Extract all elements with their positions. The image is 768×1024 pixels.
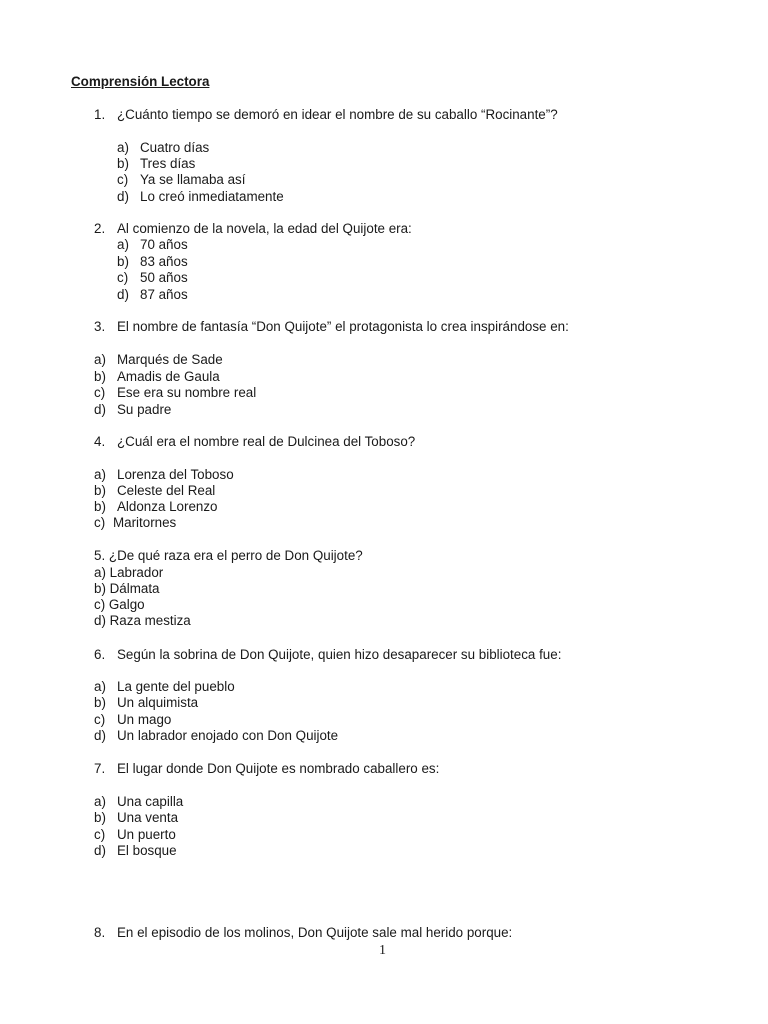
option-text: Lo creó inmediatamente (140, 189, 284, 204)
question-text: Según la sobrina de Don Quijote, quien hizo desaparecer su biblioteca fue: (117, 647, 562, 662)
option-letter: d) (94, 843, 106, 858)
option-letter: a) (117, 237, 129, 252)
option-text: Su padre (117, 402, 172, 417)
option-text: Aldonza Lorenzo (117, 499, 218, 514)
option-text: Un puerto (117, 827, 176, 842)
option-text: La gente del pueblo (117, 679, 235, 694)
option-letter: a) (94, 679, 106, 694)
option-letter: d) (117, 287, 129, 302)
option-text: 83 años (140, 254, 188, 269)
option-text: d) Raza mestiza (94, 613, 191, 628)
question-text: ¿Cuál era el nombre real de Dulcinea del Toboso? (117, 434, 416, 449)
option-letter: c) (94, 385, 106, 400)
option-letter: a) (94, 467, 106, 482)
option-letter: b) (94, 499, 106, 514)
option-letter: c) (94, 712, 106, 727)
option-text: Una capilla (117, 794, 184, 809)
option-letter: b) (94, 483, 106, 498)
page-number: 1 (379, 943, 386, 958)
page-title: Comprensión Lectora (71, 74, 210, 89)
question-text: Al comienzo de la novela, la edad del Quijote era: (117, 221, 412, 236)
question-number: 1. (94, 107, 106, 122)
option-letter: a) (94, 352, 106, 367)
question-text: ¿Cuánto tiempo se demoró en idear el nombre de su caballo “Rocinante”? (117, 107, 558, 122)
option-letter: c) (117, 172, 129, 187)
question-number: 4. (94, 434, 106, 449)
option-text: Una venta (117, 810, 179, 825)
option-letter: b) (117, 156, 129, 171)
option-letter: c) (94, 515, 106, 530)
option-letter: a) (94, 794, 106, 809)
option-text: c) Galgo (94, 597, 145, 612)
option-text: Ese era su nombre real (117, 385, 257, 400)
option-letter: b) (94, 810, 106, 825)
option-letter: c) (94, 827, 106, 842)
option-text: Amadis de Gaula (117, 369, 220, 384)
option-text: Un alquimista (117, 695, 199, 710)
question-number: 2. (94, 221, 106, 236)
option-text: Cuatro días (140, 140, 210, 155)
option-letter: b) (117, 254, 129, 269)
option-text: 87 años (140, 287, 188, 302)
question-number: 7. (94, 761, 106, 776)
option-letter: a) (117, 140, 129, 155)
option-text: Un mago (117, 712, 172, 727)
option-letter: d) (94, 728, 106, 743)
option-text: Maritornes (113, 515, 177, 530)
question-number: 6. (94, 647, 106, 662)
option-letter: b) (94, 695, 106, 710)
option-text: Lorenza del Toboso (117, 467, 234, 482)
question-text: El lugar donde Don Quijote es nombrado caballero es: (117, 761, 440, 776)
question-number: 3. (94, 319, 106, 334)
option-text: a) Labrador (94, 565, 164, 580)
option-text: b) Dálmata (94, 581, 160, 596)
question-number: 8. (94, 925, 106, 940)
option-text: Tres días (140, 156, 196, 171)
option-text: Ya se llamaba así (140, 172, 246, 187)
option-text: Marqués de Sade (117, 352, 223, 367)
option-letter: d) (94, 402, 106, 417)
option-text: El bosque (117, 843, 177, 858)
question-text: En el episodio de los molinos, Don Quijote sale mal herido porque: (117, 925, 513, 940)
option-letter: c) (117, 270, 129, 285)
option-letter: d) (117, 189, 129, 204)
option-letter: b) (94, 369, 106, 384)
question-text: El nombre de fantasía “Don Quijote” el protagonista lo crea inspirándose en: (117, 319, 569, 334)
option-text: 50 años (140, 270, 188, 285)
option-text: Celeste del Real (117, 483, 216, 498)
option-text: 70 años (140, 237, 188, 252)
question-text: 5. ¿De qué raza era el perro de Don Quijote? (94, 548, 363, 563)
option-text: Un labrador enojado con Don Quijote (117, 728, 339, 743)
